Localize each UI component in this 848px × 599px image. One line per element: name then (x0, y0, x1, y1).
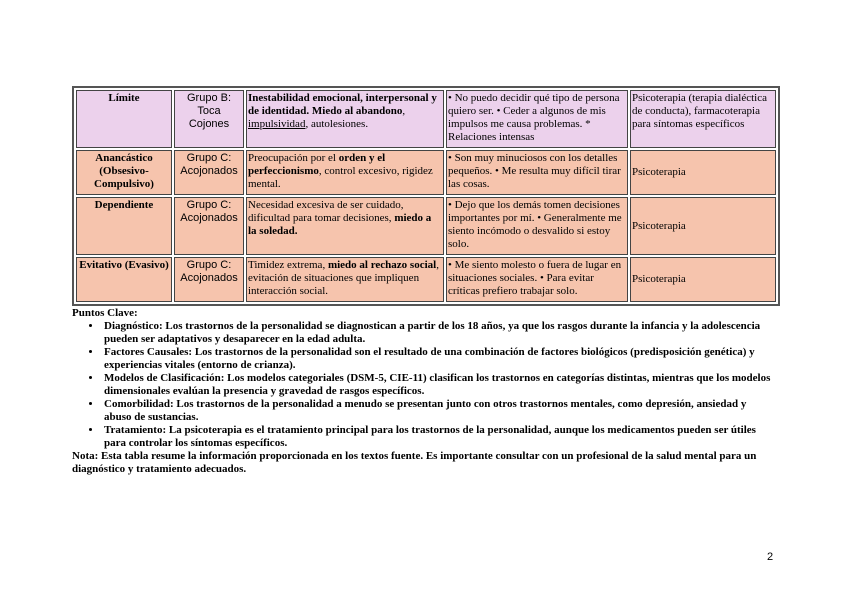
personality-disorders-table (72, 86, 780, 306)
table-row (76, 150, 776, 195)
table-row (76, 197, 776, 255)
description-cell: Inestabilidad emocional, interpersonal y de identidad. Miedo al abandono, impulsividad, autolesiones. (246, 90, 444, 148)
treatment-cell: Psicoterapia (630, 150, 776, 195)
key-points-section (72, 307, 776, 476)
list-item: • Comorbilidad: Los trastornos de la personalidad a menudo se presentan junto con otros trastornos mentales, como depresión, ansiedad y abuso de sustancias. (102, 398, 776, 424)
disorder-name-cell: Límite (76, 90, 172, 148)
treatment-cell: Psicoterapia (630, 197, 776, 255)
phrases-cell: • Me siento molesto o fuera de lugar en situaciones sociales. • Para evitar críticas prefiero trabajar solo. (446, 257, 628, 302)
list-item: • Tratamiento: La psicoterapia es el tratamiento principal para los trastornos de la personalidad, aunque los medicamentos pueden ser útiles para controlar los síntomas específicos. (102, 424, 776, 450)
group-cell: Grupo C: Acojonados (174, 257, 244, 302)
phrases-cell: • Dejo que los demás tomen decisiones importantes por mí. • Generalmente me siento incómodo o desvalido si estoy solo. (446, 197, 628, 255)
disorder-name-cell: Dependiente (76, 197, 172, 255)
note-text: Nota: Esta tabla resume la información proporcionada en los textos fuente. Es importante consultar con un profesional de la salud mental para un diagnóstico y tratamiento adecuados. (72, 450, 757, 475)
list-item: • Modelos de Clasificación: Los modelos categoriales (DSM-5, CIE-11) clasifican los trastornos en categorías distintas, mientras que los modelos dimensionales evalúan la presencia y gravedad de rasgos específicos. (102, 372, 776, 398)
description-cell: Necesidad excesiva de ser cuidado, dificultad para tomar decisiones, miedo a la soledad. (246, 197, 444, 255)
group-cell: Grupo C: Acojonados (174, 197, 244, 255)
list-item: • Factores Causales: Los trastornos de la personalidad son el resultado de una combinación de factores biológicos (predisposición genética) y experiencias vitales (entorno de crianza). (102, 346, 776, 372)
description-cell: Timidez extrema, miedo al rechazo social, evitación de situaciones que impliquen interacción social. (246, 257, 444, 302)
group-cell: Grupo B: Toca Cojones (174, 90, 244, 148)
table-row (76, 257, 776, 302)
page-number: 2 (767, 551, 774, 563)
table-row (76, 90, 776, 148)
description-cell: Preocupación por el orden y el perfeccionismo, control excesivo, rigidez mental. (246, 150, 444, 195)
treatment-cell: Psicoterapia (terapia dialéctica de conducta), farmacoterapia para síntomas específicos (630, 90, 776, 148)
treatment-cell: Psicoterapia (630, 257, 776, 302)
key-points-list (72, 320, 776, 450)
disorder-name-cell: Evitativo (Evasivo) (76, 257, 172, 302)
document-page (72, 86, 776, 476)
group-cell: Grupo C: Acojonados (174, 150, 244, 195)
phrases-cell: • Son muy minuciosos con los detalles pequeños. • Me resulta muy difícil tirar las cosas. (446, 150, 628, 195)
phrases-cell: • No puedo decidir qué tipo de persona quiero ser. • Ceder a algunos de mis impulsos me causa problemas. * Relaciones intensas (446, 90, 628, 148)
disorder-name-cell: Anancástico (Obsesivo-Compulsivo) (76, 150, 172, 195)
key-points-title: Puntos Clave: (72, 307, 138, 319)
list-item: • Diagnóstico: Los trastornos de la personalidad se diagnostican a partir de los 18 años, ya que los rasgos durante la infancia y la adolescencia pueden ser adaptativos y desaparecer en la edad adulta. (102, 320, 776, 346)
